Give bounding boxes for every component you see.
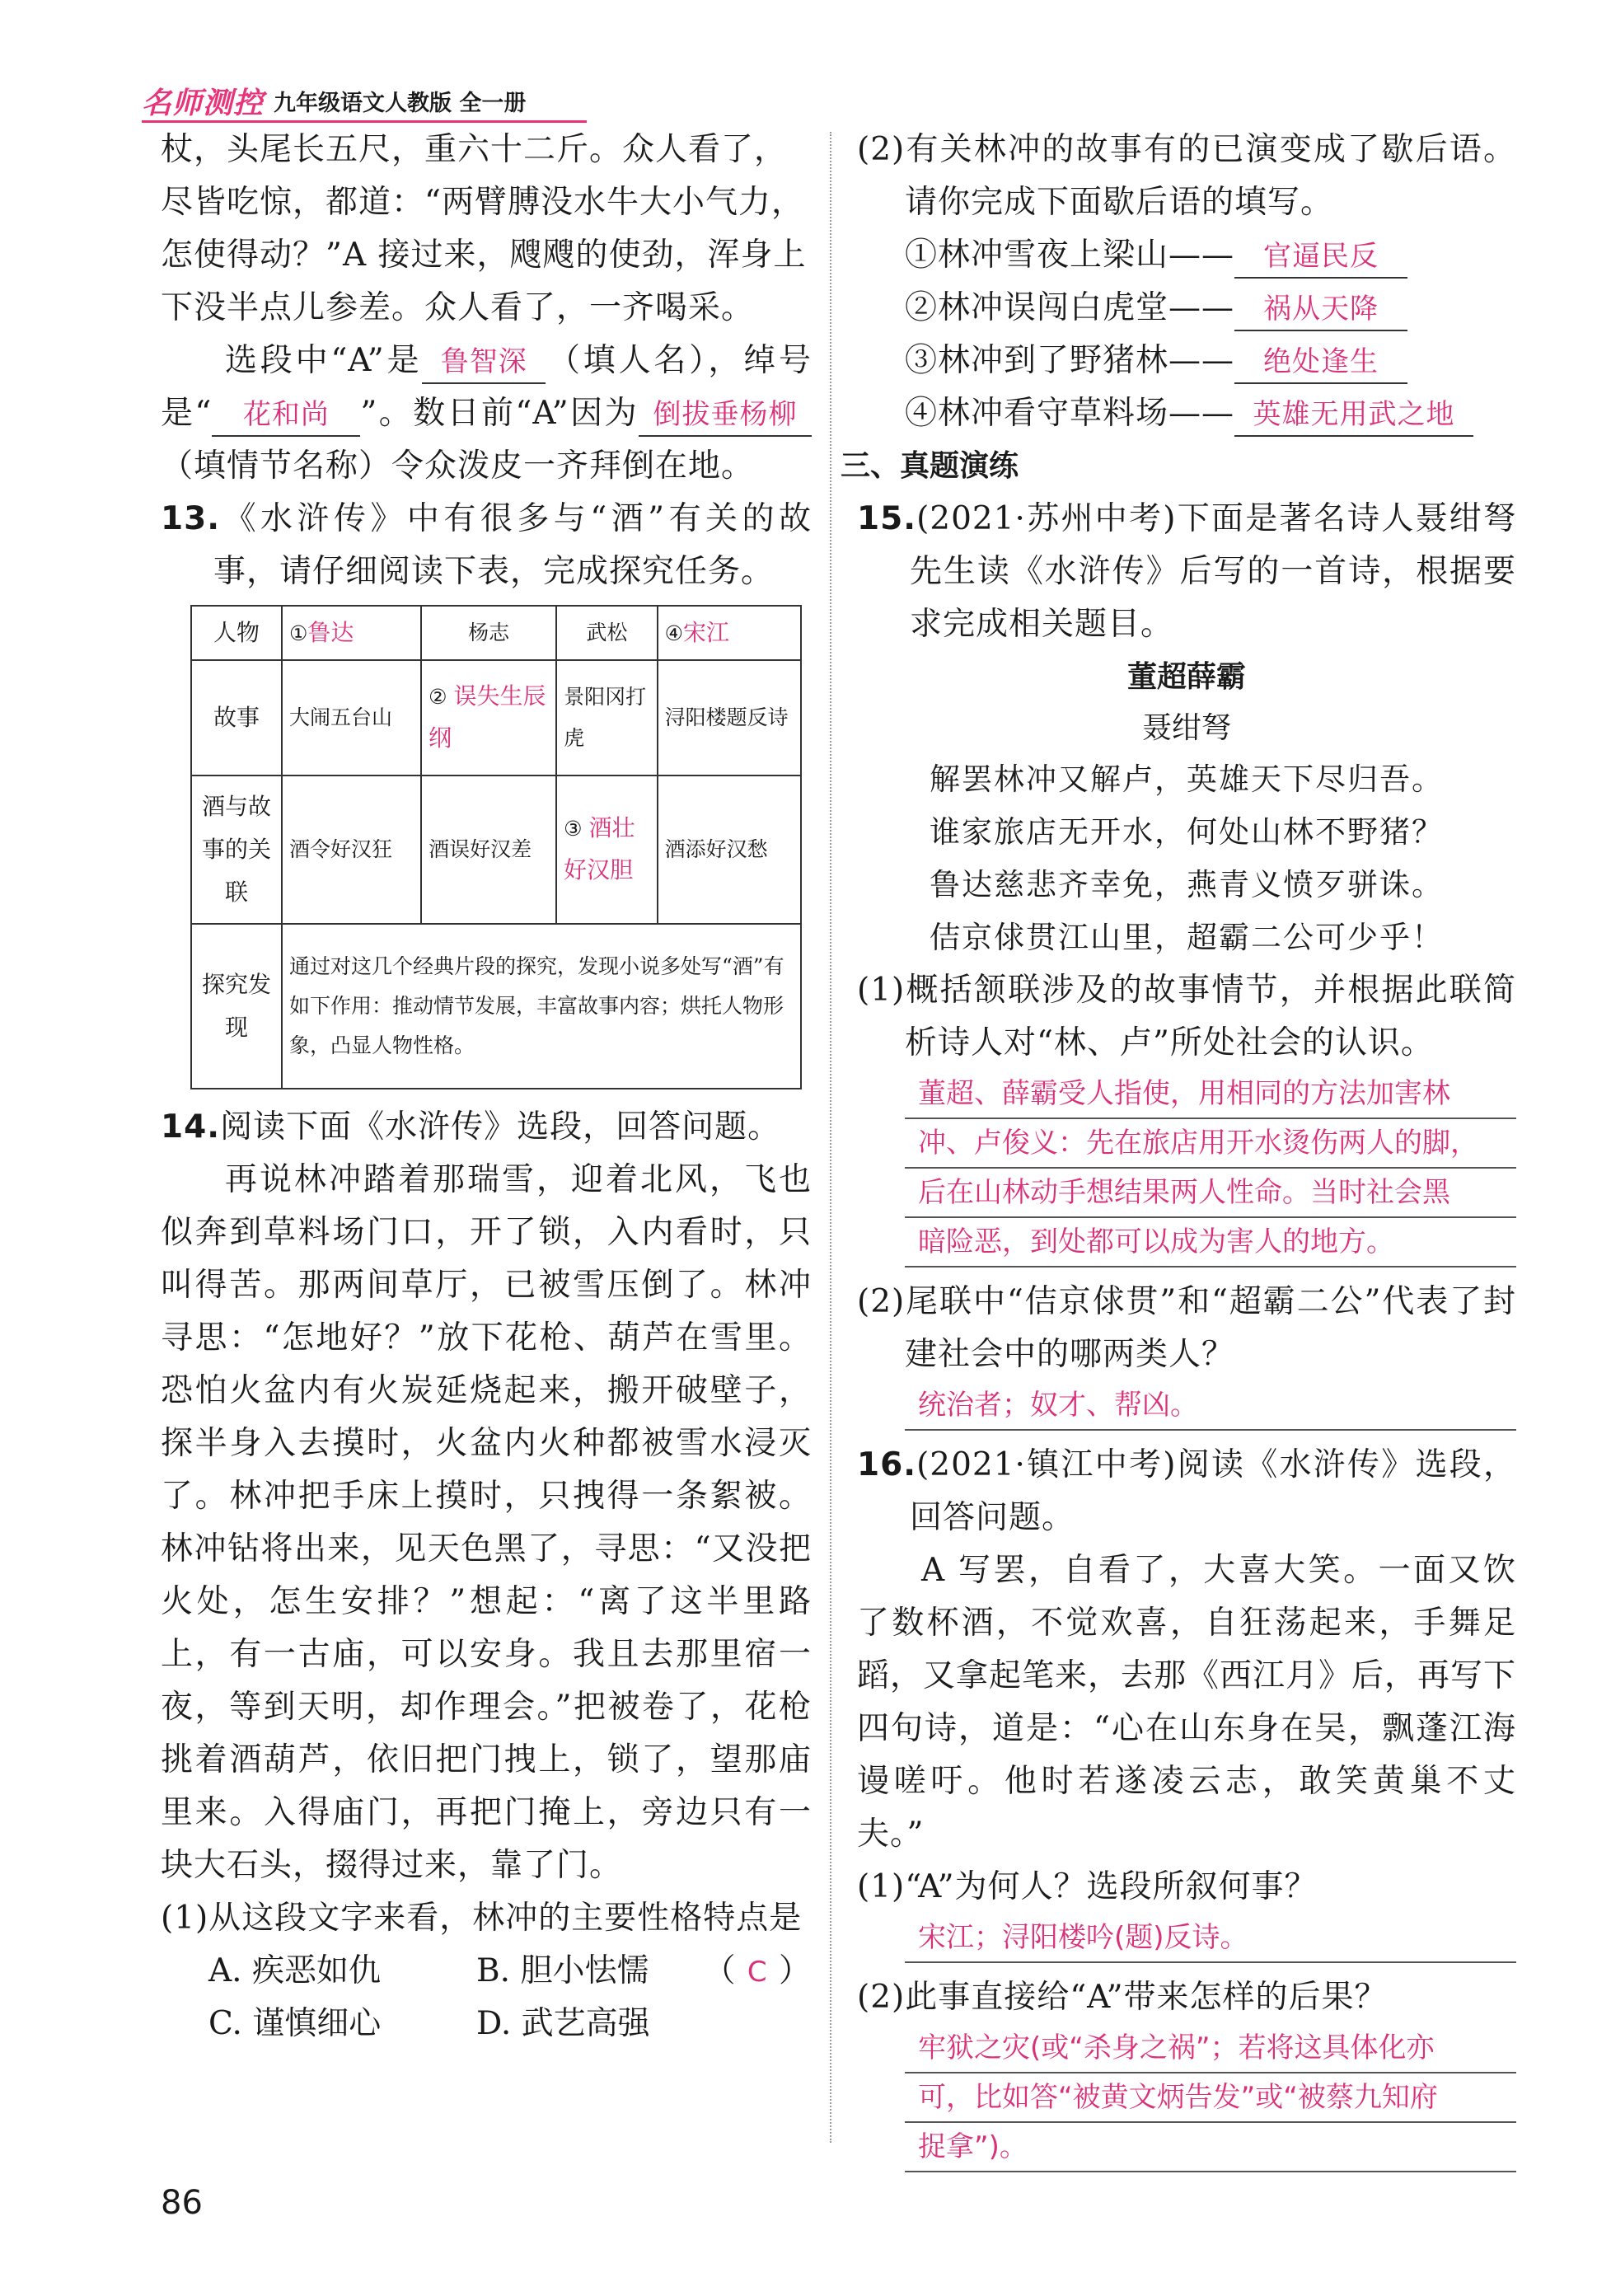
q14-sub2: (2)有关林冲的故事有的已演变成了歇后语。请你完成下面歇后语的填写。 (857, 131, 1516, 221)
q16-passage: A 写罢，自看了，大喜大笑。一面又饮了数杯酒，不觉欢喜，自狂荡起来，手舞足蹈，又拿起笔来，去那《西江月》后，再写下四句诗，道是：“心在山东身在吴，飘蓬江海谩嗟吁。他时若遂凌云志，敢笑黄巢不丈夫。” (857, 1552, 1517, 1853)
row-label: 酒与故事的关联 (191, 775, 282, 924)
xiehouyu-item: ①林冲雪夜上梁山—— 官逼民反 (905, 229, 1516, 282)
question-12: 选段中“A”是 鲁智深 （填人名），绰号是“ 花和尚 ”。数日前“A”因为 倒拔垂杨柳（填情节名称）令众泼皮一齐拜倒在地。 (161, 342, 812, 485)
answer-blank[interactable]: 倒拔垂杨柳 (639, 393, 812, 437)
passage-line: 怎使得动？”A 接过来，飕飕的使劲，浑身上 (161, 237, 807, 274)
answer-cell[interactable]: 误失生辰纲 (429, 682, 546, 752)
q14-options (208, 1945, 703, 2050)
poem-line: 解罢林冲又解卢，英雄天下尽归吾。 (930, 761, 1444, 797)
q16-sub1: (1)“A”为何人？选段所叙何事？ (857, 1868, 1318, 1905)
choice-answer[interactable]: C (747, 1956, 768, 1989)
poem (857, 651, 1516, 964)
passage-line: 尽皆吃惊，都道：“两臂膊没水牛大小气力， (161, 184, 804, 221)
column-divider (830, 132, 831, 2143)
xiehouyu-item: ④林冲看守草料场—— 英雄无用武之地 (905, 387, 1516, 440)
answer-blank[interactable]: 绝处逢生 (1263, 345, 1379, 378)
passage-line: 杖，头尾长五尺，重六十二斤。众人看了， (161, 131, 788, 168)
page-header (142, 79, 526, 122)
answer-cell[interactable]: 鲁达 (307, 618, 354, 646)
answer-cell[interactable]: 酒壮好汉胆 (564, 814, 635, 883)
q14-sub1: (1)从这段文字来看，林冲的主要性格特点是 （ C ） (161, 1900, 812, 1989)
answer-blank[interactable]: 英雄无用武之地 (1253, 398, 1455, 431)
right-column (841, 124, 1517, 2172)
book-subtitle: 九年级语文人教版 全一册 (274, 90, 527, 116)
q16-sub2-answer[interactable]: 牢狱之灾(或“杀身之祸”；若将这具体化亦 可，比如答“被黄文炳告发”或“被蔡九知府 捉拿”)。 (905, 2024, 1516, 2172)
question-13: 13.《水浒传》中有很多与“酒”有关的故事，请仔细阅读下表，完成探究任务。 (161, 500, 812, 590)
option-c[interactable]: C. 谨慎细心 (208, 2005, 382, 2042)
poem-line: 谁家旅店无开水，何处山林不野猪？ (930, 814, 1444, 850)
finding-cell: 通过对这几个经典片段的探究，发现小说多处写“酒”有如下作用：推动情节发展，丰富故事内容；烘托人物形象，凸显人物性格。 (282, 924, 801, 1089)
q16-sub2: (2)此事直接给“A”带来怎样的后果？ (857, 1979, 1388, 2016)
q14-passage: 再说林冲踏着那瑞雪，迎着北风，飞也似奔到草料场门口，开了锁，入内看时，只叫得苦。那两间草厅，已被雪压倒了。林冲寻思：“怎地好？”放下花枪、葫芦在雪里。恐怕火盆内有火炭延烧起来，搬开破壁子，探半身入去摸时，火盆内火种都被雪水浸灭了。林冲把手床上摸时，只拽得一条絮被。林冲钻将出来，见天色黑了，寻思：“又没把火处，怎生安排？”想起：“离了这半里路上，有一古庙，可以安身。我且去那里宿一夜，等到天明，却作理会。”把被卷了，花枪挑着酒葫芦，依旧把门拽上，锁了，望那庙里来。入得庙门，再把门掩上，旁边只有一块大石头，掇得过来，靠了门。 (161, 1161, 812, 1884)
question-16: 16.(2021·镇江中考)阅读《水浒传》选段，回答问题。 (857, 1446, 1516, 1536)
q16-sub1-answer[interactable]: 宋江；浔阳楼吟(题)反诗。 (905, 1914, 1516, 1963)
question-15: 15.(2021·苏州中考)下面是著名诗人聂绀弩先生读《水浒传》后写的一首诗，根据要求完成相关题目。 (857, 500, 1516, 643)
poem-author: 聂绀弩 (1141, 711, 1231, 745)
answer-blank[interactable]: 花和尚 (212, 393, 360, 437)
passage-line: 下没半点儿参差。众人看了，一齐喝采。 (161, 289, 755, 326)
row-label: 故事 (191, 660, 282, 775)
poem-line: 佶京俅贯江山里，超霸二公可少乎！ (930, 920, 1444, 955)
section-title: 三、真题演练 (841, 449, 1019, 483)
poem-title: 董超薛霸 (1126, 660, 1246, 694)
q15-sub2-answer[interactable]: 统治者；奴才、帮凶。 (905, 1381, 1516, 1431)
header-rule (142, 120, 587, 123)
answer-blank[interactable]: 鲁智深 (422, 340, 546, 384)
option-d[interactable]: D. 武艺高强 (476, 2005, 650, 2042)
left-column (161, 124, 812, 2050)
xiehouyu-item: ③林冲到了野猪林—— 绝处逢生 (905, 335, 1516, 387)
wine-story-table: 人物 ①鲁达 杨志 武松 ④宋江 故事 大闹五台山 ② 误失生辰纲 景阳冈打虎 浔阳楼题反诗 酒与故事的关联 酒令好汉狂 酒误好汉差 ③ 酒壮好汉胆 酒添好汉愁 探究发现 通过对这几个经典片段的探究，发现小说多处写“酒”有如下作用：推动情节发展，丰富故事内容；烘托人物形象，凸显人物性格。 (190, 605, 802, 1089)
q15-sub1-answer[interactable]: 董超、薛霸受人指使，用相同的方法加害林 冲、卢俊义：先在旅店用开水烫伤两人的脚， 后在山林动手想结果两人性命。当时社会黑 暗险恶，到处都可以成为害人的地方。 (905, 1070, 1516, 1267)
q15-sub1: (1)概括颔联涉及的故事情节，并根据此联简析诗人对“林、卢”所处社会的认识。 (857, 972, 1516, 1061)
row-label: 人物 (191, 606, 282, 660)
option-a[interactable]: A. 疾恶如仇 (208, 1952, 381, 1989)
answer-blank[interactable]: 官逼民反 (1263, 240, 1379, 273)
xiehouyu-item: ②林冲误闯白虎堂—— 祸从天降 (905, 282, 1516, 335)
answer-blank[interactable]: 祸从天降 (1263, 293, 1379, 326)
option-b[interactable]: B. 胆小怯懦 (476, 1952, 649, 1989)
page-number: 86 (161, 2184, 203, 2222)
brand-logo: 名师测控 (142, 86, 265, 120)
question-14: 14.阅读下面《水浒传》选段，回答问题。 (161, 1108, 781, 1146)
q15-sub2: (2)尾联中“佶京俅贯”和“超霸二公”代表了封建社会中的哪两类人？ (857, 1283, 1516, 1373)
row-label: 探究发现 (191, 924, 282, 1089)
answer-cell[interactable]: 宋江 (683, 618, 730, 646)
poem-line: 鲁达慈悲齐幸免，燕青义愤歹骈诛。 (930, 867, 1444, 902)
